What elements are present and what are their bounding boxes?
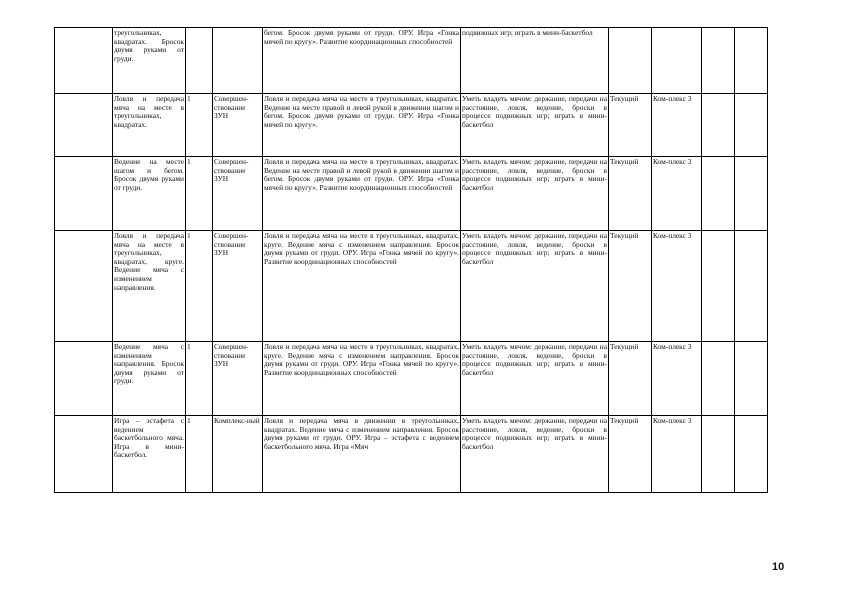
cell-number xyxy=(55,231,113,342)
cell-content: Ловля и передача мяча на месте в треугольниках, квадратах, круге. Ведение мяча с изменением направления. Бросок двумя руками от груди. ОРУ. Игра «Гонка мячей по кругу». Развитие координационных способностей xyxy=(263,342,461,416)
cell-date-plan xyxy=(702,416,735,493)
cell-hours: 1 xyxy=(186,231,213,342)
cell-requirements: Уметь владеть мячом: держание, передачи на расстояние, ловля, ведение, броски в процессе подвижных игр; играть в мини-баскетбол xyxy=(461,416,609,493)
cell-control: Текущий xyxy=(609,416,652,493)
cell-topic: Ловля и передача мяча на месте в треугольниках, квадратах, круге. Ведение мяча с изменением направления. xyxy=(113,231,186,342)
cell-form: Ком-плекс 3 xyxy=(652,94,702,157)
lesson-plan-table xyxy=(54,27,768,493)
cell-topic: Игра – эстафета с ведением баскетбольного мяча. Игра в мини-баскетбол. xyxy=(113,416,186,493)
cell-requirements: Уметь владеть мячом: держание, передачи на расстояние, ловля, ведение, броски в процессе подвижных игр; играть в мини-баскетбол xyxy=(461,342,609,416)
cell-form: Ком-плекс 3 xyxy=(652,231,702,342)
cell-form: Ком-плекс 3 xyxy=(652,157,702,231)
cell-requirements: подвижных игр; играть в мини-баскетбол xyxy=(461,28,609,94)
cell-content: Ловля и передача мяча на месте в треугольниках, квадратах. Ведение на месте правой и левой рукой в движении шагом и бегом. Бросок двумя руками от груди. ОРУ. Игра «Гонка мячей по кругу». xyxy=(263,94,461,157)
cell-content: Ловля и передача мяча на месте в треугольниках, квадратах. Ведение на месте правой и левой рукой в движении шагом и бегом. Бросок двумя руками от груди. ОРУ. Игра «Гонка мячей по кругу». Развитие координационных способностей xyxy=(263,157,461,231)
table-row xyxy=(55,28,768,94)
cell-topic: треугольниках, квадратах. Бросок двумя руками от груди. xyxy=(113,28,186,94)
cell-type: Совершен-ствование ЗУН xyxy=(213,157,263,231)
cell-type: Совершен-ствование ЗУН xyxy=(213,342,263,416)
cell-number xyxy=(55,157,113,231)
cell-type: Комплекс-ный xyxy=(213,416,263,493)
cell-date-fact xyxy=(735,342,768,416)
cell-number xyxy=(55,28,113,94)
cell-date-plan xyxy=(702,28,735,94)
cell-date-fact xyxy=(735,231,768,342)
cell-date-plan xyxy=(702,157,735,231)
table-row xyxy=(55,416,768,493)
cell-hours xyxy=(186,28,213,94)
cell-form: Ком-плекс 3 xyxy=(652,342,702,416)
cell-topic: Ловля и передача мяча на месте в треугольниках, квадратах. xyxy=(113,94,186,157)
cell-hours: 1 xyxy=(186,157,213,231)
cell-date-fact xyxy=(735,416,768,493)
cell-form xyxy=(652,28,702,94)
cell-date-plan xyxy=(702,231,735,342)
cell-control xyxy=(609,28,652,94)
cell-number xyxy=(55,94,113,157)
cell-hours: 1 xyxy=(186,342,213,416)
cell-hours: 1 xyxy=(186,94,213,157)
cell-type: Совершен-ствование ЗУН xyxy=(213,231,263,342)
cell-requirements: Уметь владеть мячом: держание, передачи на расстояние, ловля, ведение, броски в процессе подвижных игр; играть в мини-баскетбол xyxy=(461,157,609,231)
cell-type: Совершен-ствование ЗУН xyxy=(213,94,263,157)
cell-number xyxy=(55,342,113,416)
cell-date-fact xyxy=(735,157,768,231)
cell-control: Текущий xyxy=(609,231,652,342)
cell-hours: 1 xyxy=(186,416,213,493)
cell-content: Ловля и передача мяча в движении в треугольниках, квадратах. Ведение мяча с изменением направления. Бросок двумя руками от груди. ОРУ. Игра – эстафета с ведением баскетбольного мяча. Игра «Мяч xyxy=(263,416,461,493)
cell-content: бегом. Бросок двумя руками от груди. ОРУ. Игра «Гонка мячей по кругу». Развитие координационных способностей xyxy=(263,28,461,94)
cell-date-plan xyxy=(702,342,735,416)
table-row xyxy=(55,231,768,342)
table-row xyxy=(55,94,768,157)
page-number: 10 xyxy=(772,561,785,573)
cell-date-fact xyxy=(735,28,768,94)
cell-control: Текущий xyxy=(609,157,652,231)
table-row xyxy=(55,157,768,231)
cell-topic: Ведение мяча с изменением направления. Бросок двумя руками от груди. xyxy=(113,342,186,416)
cell-control: Текущий xyxy=(609,94,652,157)
cell-control: Текущий xyxy=(609,342,652,416)
cell-topic: Ведение на месте шагом и бегом. Бросок двумя руками от груди. xyxy=(113,157,186,231)
cell-date-plan xyxy=(702,94,735,157)
cell-content: Ловля и передача мяча на месте в треугольниках, квадратах, круге. Ведение мяча с изменением направления. Бросок двумя руками от груди. ОРУ. Игра «Гонка мячей по кругу». Развитие координационных способностей xyxy=(263,231,461,342)
cell-type xyxy=(213,28,263,94)
cell-number xyxy=(55,416,113,493)
cell-requirements: Уметь владеть мячом: держание, передачи на расстояние, ловля, ведение, броски в процессе подвижных игр; играть в мини-баскетбол xyxy=(461,231,609,342)
table-row xyxy=(55,342,768,416)
cell-date-fact xyxy=(735,94,768,157)
cell-requirements: Уметь владеть мячом: держание, передачи на расстояние, ловля, ведение, броски в процессе подвижных игр; играть в мини-баскетбол xyxy=(461,94,609,157)
cell-form: Ком-плекс 3 xyxy=(652,416,702,493)
